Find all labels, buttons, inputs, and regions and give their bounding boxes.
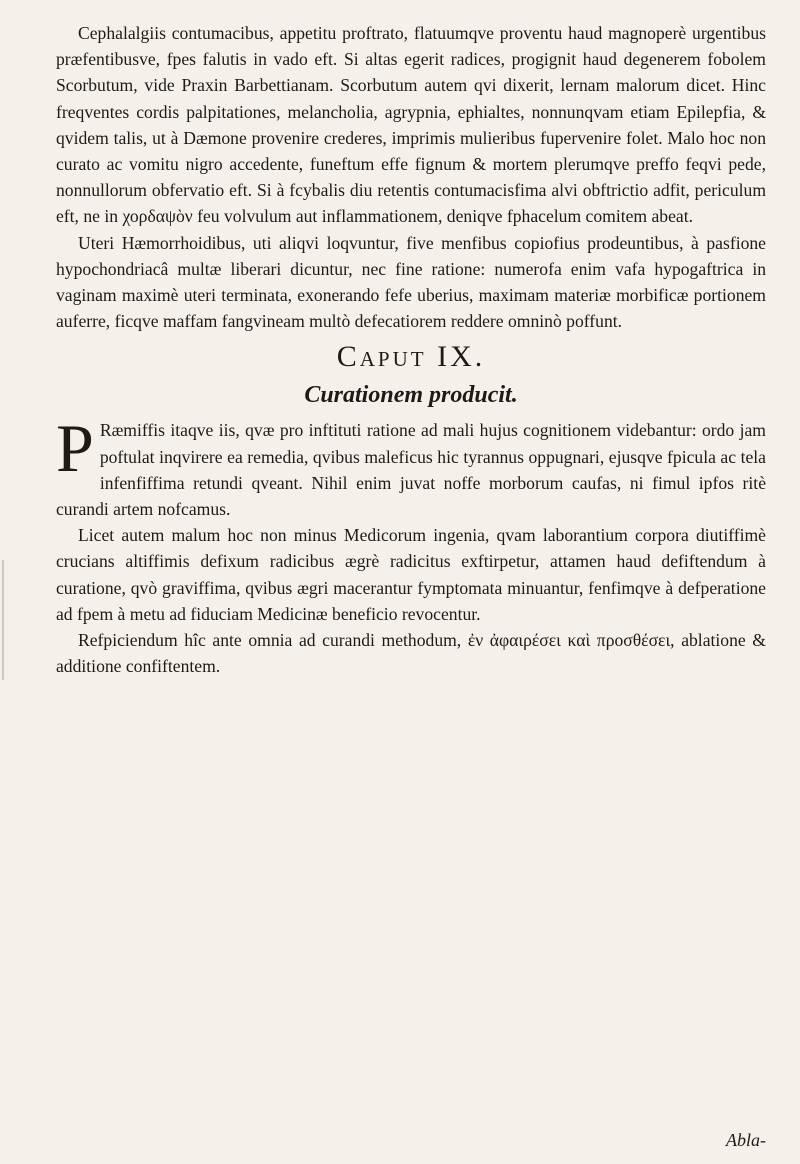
catchword: Abla- — [726, 1130, 766, 1150]
page-edge-shadow — [2, 560, 4, 680]
paragraph-uteri: Uteri Hæmorrhoidibus, uti aliqvi loqvuntur, five menfibus copiofius prodeuntibus, à pasfione hypochondriacâ multæ liberari dicuntur, nec fine ratione: numerofa enim vafa hypogaftrica in vaginam maximè uteri terminata, exonerando fefe uberius, maximam materiæ morbificæ portionem auferre, ficqve maffam fangvineam multò defecatiorem reddere omninò poffunt. — [56, 232, 766, 332]
paragraph-licet: Licet autem malum hoc non minus Medicorum ingenia, qvam laborantium corpora diutiffimè crucians altiffimis defixum radicibus ægrè radicitus exftirpetur, attamen haud defiftendum à curatione, qvò graviffima, qvibus ægri macerantur fymptomata minuantur, fenfimqve à defperatione ad fpem à metu ad fiduciam Medicinæ beneficio revocentur. — [56, 525, 766, 624]
paragraph-praemissis — [56, 410, 766, 522]
paragraph-praemissis-text: Ræmiffis itaqve iis, qvæ pro inftituti ratione ad mali hujus cognitionem videbantur: ordo jam poftulat inqvirere ea remedia, qvibus maleficus hic tyrannus oppugnari, ejusqve fpicula ac tela infenfiffima retundi qveant. Nihil enim juvat noffe morborum caufas, ni fimul ipfos ritè curandi artem nofcamus. — [56, 420, 766, 520]
paragraph-scorbutus: Cephalalgiis contumacibus, appetitu proftrato, flatuumqve proventu haud magnoperè urgentibus præfentibusve, fpes falutis in vado eft. Si altas egerit radices, progignit haud degenerem fobolem Scorbutum, vide Praxin Barbettianam. Scorbutum autem qvi dixerit, lernam malorum dicet. Hinc freqventes cordis palpitationes, melancholia, agrypnia, ephialtes, nonnunqvam etiam Epilepfia, & qvidem talis, ut à Dæmone provenire crederes, imprimis mulieribus fupervenire folet. Malo hoc non curato ac vomitu nigro accedente, funeftum effe fignum & mortem plerumqve preffo feqvi pede, nonnullorum obfervatio eft. Si à fcybalis diu retentis contumacisfima alvi obftrictio adfit, periculum eft, ne in χορδαψὸν feu volvulum aut inflammationem, deniqve fphacelum comitem abeat. — [56, 23, 766, 227]
drop-cap-letter: P — [56, 410, 94, 487]
chapter-heading: Caput IX. — [336, 340, 486, 374]
paragraph-respiciendum: Refpiciendum hîc ante omnia ad curandi methodum, ἐν ἀφαιρέσει καὶ προσθέσει, ablatione & additione confiftentem. — [56, 630, 766, 677]
chapter-subtitle: Curationem producit. — [304, 382, 518, 409]
